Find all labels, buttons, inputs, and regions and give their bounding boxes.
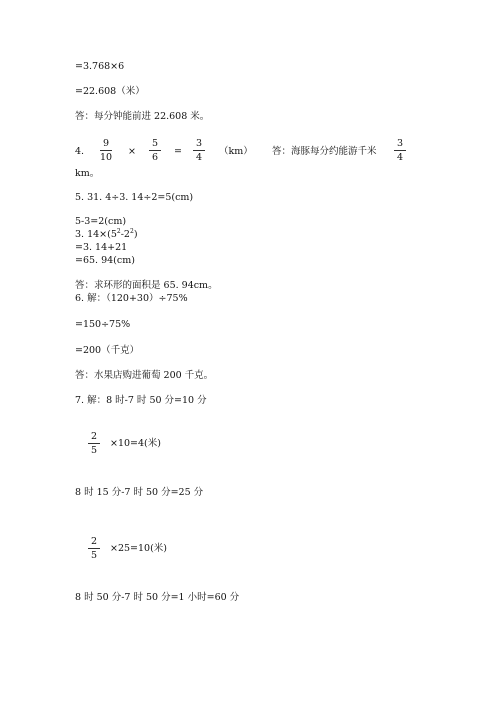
fraction-bar <box>100 150 112 151</box>
question-7-line-5: 8 时 50 分-7 时 50 分=1 小时=60 分 <box>75 592 240 603</box>
question-5-line-1: 5. 31. 4÷3. 14÷2=5(cm) <box>75 192 194 203</box>
fraction-2-5-second <box>87 536 101 561</box>
answer-line-3: 答：每分钟能前进 22.608 米。 <box>75 111 210 122</box>
question-4-number: 4. <box>75 146 85 157</box>
fraction-numerator: 2 <box>90 431 98 442</box>
question-5-answer: 答：求环形的面积是 65. 94cm。 <box>75 280 218 291</box>
fraction-3-4 <box>192 138 206 163</box>
fraction-9-10 <box>99 138 113 163</box>
question-5-line-2: 5-3=2(cm) <box>75 216 127 227</box>
expr-part: 3. 14×(5 <box>75 229 117 240</box>
fraction-denominator: 6 <box>151 152 159 163</box>
question-7-line-3: 8 时 15 分-7 时 50 分=25 分 <box>75 487 204 498</box>
fraction-5-6 <box>148 138 162 163</box>
question-5-line-3 <box>75 229 138 241</box>
question-7-line-2: ×10=4(米) <box>110 438 161 449</box>
times-sign: × <box>128 146 136 157</box>
question-6-line-3: =200（千克） <box>75 345 140 356</box>
unit-km: （km） <box>219 146 253 157</box>
superscript: 2 <box>116 228 121 235</box>
fraction-bar <box>149 150 161 151</box>
fraction-numerator: 5 <box>151 138 159 149</box>
fraction-bar <box>88 548 100 549</box>
fraction-denominator: 5 <box>90 445 98 456</box>
question-6-answer: 答：水果店购进葡萄 200 千克。 <box>75 370 214 381</box>
question-4-answer: 答：海豚每分约能游千米 <box>272 146 377 157</box>
fraction-numerator: 9 <box>102 138 110 149</box>
fraction-numerator: 3 <box>195 138 203 149</box>
fraction-denominator: 4 <box>396 152 404 163</box>
expr-part: -2 <box>120 229 130 240</box>
question-7-line-1: 7. 解：8 时-7 时 50 分=10 分 <box>75 395 207 406</box>
question-5-line-4: =3. 14+21 <box>75 242 128 253</box>
fraction-denominator: 10 <box>99 152 113 163</box>
calc-line-1: =3.768×6 <box>75 61 125 72</box>
question-7-line-4: ×25=10(米) <box>110 543 168 554</box>
fraction-denominator: 5 <box>90 550 98 561</box>
fraction-numerator: 2 <box>90 536 98 547</box>
fraction-2-5 <box>87 431 101 456</box>
fraction-denominator: 4 <box>195 152 203 163</box>
fraction-3-4-answer <box>393 138 407 163</box>
superscript: 2 <box>129 228 134 235</box>
question-5-line-5: =65. 94(cm) <box>75 255 135 266</box>
question-6-line-2: =150÷75% <box>75 319 131 330</box>
calc-line-2: =22.608（米） <box>75 86 145 97</box>
question-6-line-1: 6. 解：（120+30）÷75% <box>75 293 188 304</box>
fraction-bar <box>394 150 406 151</box>
fraction-bar <box>88 443 100 444</box>
fraction-bar <box>193 150 205 151</box>
equals-sign: = <box>174 146 182 157</box>
fraction-numerator: 3 <box>396 138 404 149</box>
question-4-tail: km。 <box>75 168 100 179</box>
expr-part: ) <box>133 229 138 240</box>
